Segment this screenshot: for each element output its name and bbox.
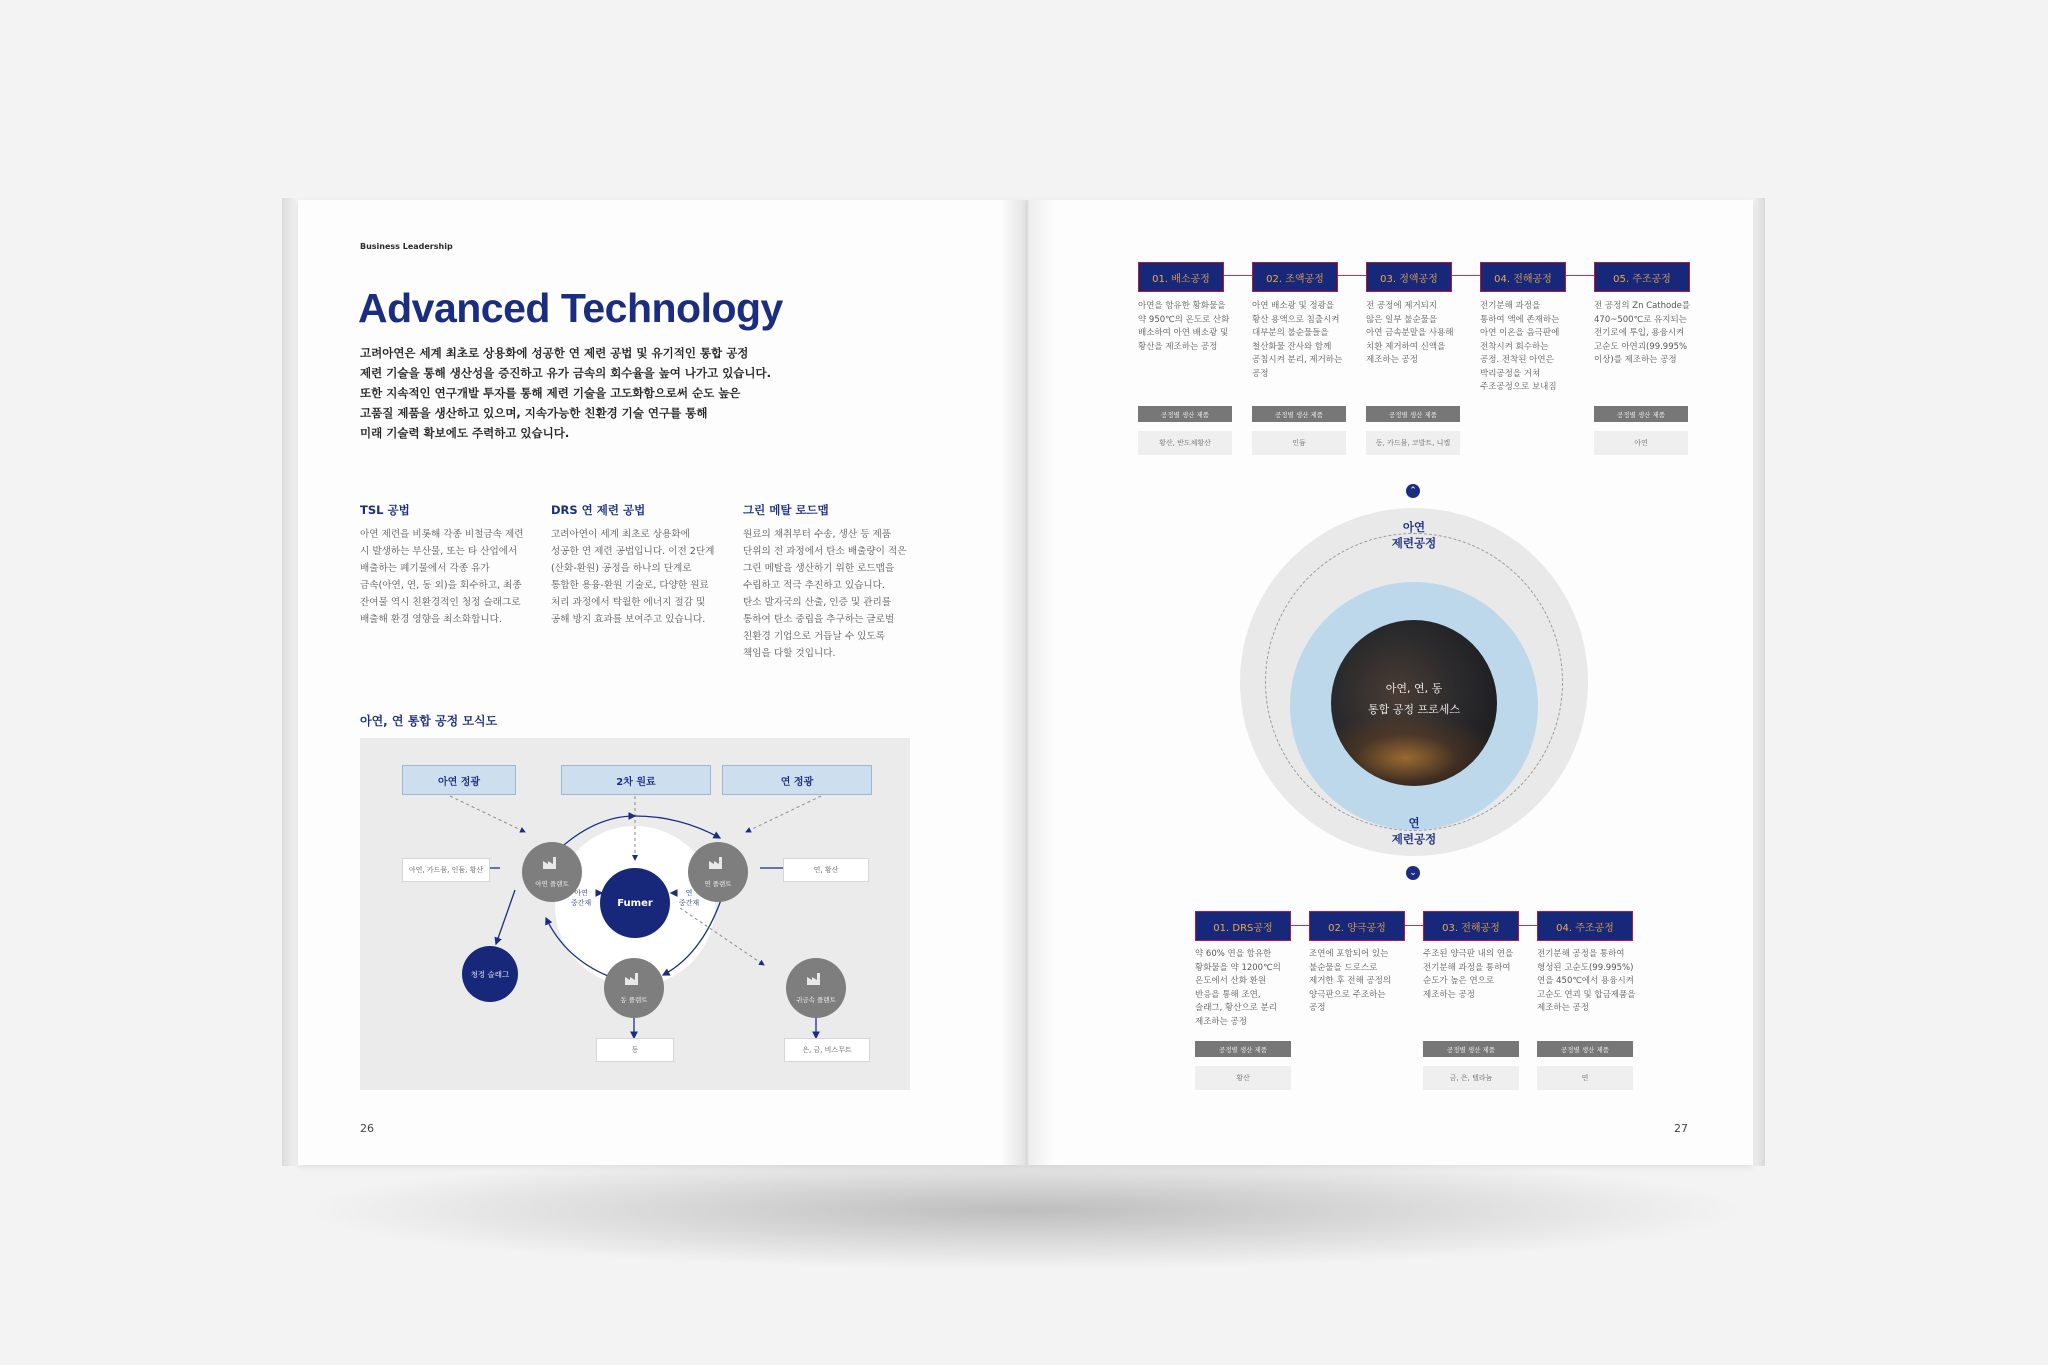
chevron-up-icon: ⌃: [1406, 484, 1420, 498]
text-line: 단위의 전 과정에서 탄소 배출량이 적은: [743, 546, 907, 557]
lead-step-desc: [1423, 948, 1513, 1002]
fumer-node: Fumer: [600, 868, 670, 938]
factory-icon: [707, 854, 729, 870]
chevron-down-icon: ⌄: [1406, 866, 1420, 880]
lead-step-drs: 01. DRS공정: [1195, 911, 1291, 941]
text-line: 원료의 채취부터 수송, 생산 등 제품: [743, 529, 892, 540]
product-box: 아연: [1594, 431, 1688, 455]
text-line: 제조하는 공정: [1195, 1016, 1247, 1027]
text-line: 박리공정을 거쳐: [1480, 368, 1541, 379]
intro-paragraph: [360, 343, 800, 443]
product-tag: 공정별 생산 제품: [1138, 406, 1232, 422]
lead-step-casting: 04. 주조공정: [1537, 911, 1633, 941]
product-tag: 공정별 생산 제품: [1366, 406, 1460, 422]
zinc-step-desc: [1252, 300, 1342, 381]
zinc-step-desc: [1594, 300, 1690, 368]
text-line: 공침시켜 분리, 제거하는: [1252, 355, 1343, 365]
intro-line: 또한 지속적인 연구개발 투자를 통해 제련 기술을 고도화함으로써 순도 높은: [360, 386, 741, 400]
circle-center-label: 아연, 연, 동 통합 공정 프로세스: [1367, 682, 1460, 716]
text-line: 공정. 전착된 아연은: [1480, 355, 1554, 365]
text-line: 시 발생하는 부산물, 또는 타 산업에서: [360, 546, 518, 557]
text-line: 아연 금속분말을 사용해: [1366, 328, 1454, 338]
lead-step-electrolysis: 03. 전해공정: [1423, 911, 1519, 941]
zinc-step-roasting: 01. 배소공정: [1138, 262, 1224, 292]
plant-label: 귀금속 플랜트: [796, 996, 836, 1004]
factory-icon: [541, 854, 563, 870]
zinc-step-casting: 05. 주조공정: [1594, 262, 1690, 292]
text-line: 전 공정에 제거되지: [1366, 301, 1438, 311]
process-photo: [1331, 620, 1497, 786]
text-line: 아연을 함유한 황화물을: [1138, 301, 1226, 311]
text-line: 치환 제거하여 신액을: [1366, 341, 1446, 352]
zinc-intermediate-label: 아연 중간재: [570, 889, 592, 907]
text-line: 황화물을 약 1200℃의: [1195, 962, 1281, 973]
output-zinc-products: 아연, 카드뮴, 인듐, 황산: [402, 858, 490, 882]
text-line: 공해 방지 효과를 보여주고 있습니다.: [551, 614, 706, 625]
text-line: 배소하여 아연 배소광 및: [1138, 328, 1229, 338]
product-tag: 공정별 생산 제품: [1594, 406, 1688, 422]
column-drs: [551, 502, 723, 628]
column-green-metal: [743, 502, 915, 662]
product-box: 인듐: [1252, 431, 1346, 455]
lead-step-desc: [1195, 948, 1281, 1029]
text-line: 통하여 탄소 중립을 추구하는 글로벌: [743, 614, 895, 625]
text-line: 제조하는 공정: [1366, 355, 1418, 365]
text-line: 전기분해 공정을 통하여: [1537, 949, 1625, 959]
intro-line: 고려아연은 세계 최초로 상용화에 성공한 연 제련 공법 및 유기적인 통합 공정: [360, 346, 749, 360]
text-line: 배출해 환경 영향을 최소화합니다.: [360, 614, 502, 625]
text-line: 불순물을 드로스로: [1309, 962, 1378, 973]
text-line: 친환경 기업으로 거듭날 수 있도록: [743, 631, 885, 642]
text-line: 전 공정의 Zn Cathode를: [1594, 301, 1691, 311]
text-line: 전착시켜 회수하는: [1480, 341, 1549, 352]
lead-intermediate-label: 연 중간재: [678, 889, 700, 907]
text-line: 처리 과정에서 탁월한 에너지 절감 및: [551, 597, 706, 608]
process-diagram: [360, 738, 910, 1090]
column-text: [743, 526, 915, 662]
text-line: 통하여 액에 존재하는: [1480, 314, 1560, 325]
product-box: 황산, 반도체황산: [1138, 431, 1232, 455]
plant-label: 아연 플랜트: [535, 880, 569, 888]
text-line: 전기분해 과정을: [1480, 301, 1541, 311]
column-heading: DRS 연 제련 공법: [551, 503, 646, 517]
sparks-glow: [1331, 716, 1497, 786]
running-head: Business Leadership: [360, 242, 453, 251]
text-line: 조연에 포함되어 있는: [1309, 949, 1389, 959]
zinc-step-purification: 03. 정액공정: [1366, 262, 1452, 292]
input-lead-concentrate: 연 정광: [722, 765, 872, 795]
text-line: 주조공정으로 보내짐: [1480, 382, 1557, 392]
diagram-title: 아연, 연 통합 공정 모식도: [360, 714, 498, 728]
text-line: 약 60% 연을 함유한: [1195, 949, 1272, 959]
output-lead-products: 연, 황산: [783, 858, 869, 882]
text-line: 슬래그, 황산으로 분리: [1195, 1003, 1278, 1013]
text-line: 책임을 다할 것입니다.: [743, 648, 836, 659]
text-line: 아연 배소광 및 정광을: [1252, 301, 1335, 311]
text-line: 연을 450℃에서 용융시켜: [1537, 976, 1634, 986]
text-line: 온도에서 산화 환원: [1195, 976, 1267, 986]
product-tag: 공정별 생산 제품: [1252, 406, 1346, 422]
text-line: 고순도 아연괴(99.995%: [1594, 341, 1688, 352]
clean-slag-node: 청정 슬래그: [462, 946, 518, 1002]
text-line: 전기분해 과정을 통하여: [1423, 962, 1511, 973]
book-gutter: [1000, 200, 1054, 1165]
column-heading: 그린 메탈 로드맵: [743, 503, 829, 517]
text-line: 470~500℃로 유지되는: [1594, 314, 1687, 325]
lead-step-anode: 02. 양극공정: [1309, 911, 1405, 941]
text-line: 않은 일부 불순물을: [1366, 314, 1438, 325]
text-line: 제조하는 공정: [1423, 989, 1475, 1000]
plant-label: 동 플랜트: [620, 996, 648, 1004]
book-shadow: [300, 1150, 1750, 1270]
text-line: 철산화물 잔사와 함께: [1252, 341, 1332, 352]
plant-label: 연 플랜트: [704, 880, 732, 888]
text-line: 제거한 후 전해 공정의: [1309, 976, 1392, 986]
product-box: 황산: [1195, 1066, 1291, 1090]
text-line: 아연 이온을 음극판에: [1480, 328, 1560, 338]
lead-step-desc: [1309, 948, 1391, 1016]
text-line: 금속(아연, 연, 동 외)을 회수하고, 최종: [360, 580, 522, 591]
lead-smelting-label: 연 제련공정: [1391, 816, 1437, 846]
column-heading: TSL 공법: [360, 503, 410, 517]
text-line: 형성된 고순도(99.995%): [1537, 962, 1634, 973]
zinc-step-desc: [1366, 300, 1454, 368]
factory-icon: [805, 970, 827, 986]
text-line: 반응을 통해 조연,: [1195, 989, 1261, 1000]
intro-line: 미래 기술력 확보에도 주력하고 있습니다.: [360, 426, 570, 440]
text-line: 양극판으로 주조하는: [1309, 989, 1386, 1000]
text-line: 잔여물 역시 친환경적인 청정 슬래그로: [360, 597, 521, 608]
text-line: 이상)를 제조하는 공정: [1594, 355, 1677, 365]
product-box: 금, 은, 텔라늄: [1423, 1066, 1519, 1090]
text-line: 주조된 양극판 내의 연을: [1423, 949, 1514, 959]
page-number-right: 27: [1674, 1122, 1688, 1135]
text-line: 공정: [1252, 368, 1269, 379]
text-line: 공정: [1309, 1003, 1326, 1013]
text-line: 아연 제련을 비롯해 각종 비철금속 제련: [360, 529, 524, 540]
input-zinc-concentrate: 아연 정광: [402, 765, 516, 795]
intro-line: 고품질 제품을 생산하고 있으며, 지속가능한 친환경 기술 연구를 통해: [360, 406, 708, 420]
output-copper: 동: [596, 1038, 674, 1062]
product-box: 동, 카드뮴, 코발트, 니켈: [1366, 431, 1460, 455]
product-tag: 공정별 생산 제품: [1195, 1041, 1291, 1057]
text-line: 황산 용액으로 침출시켜: [1252, 314, 1340, 325]
text-line: 전기로에 투입, 용융시켜: [1594, 328, 1685, 338]
text-line: 대부분의 불순물들을: [1252, 328, 1329, 338]
output-precious-metals: 은, 금, 비스무트: [784, 1038, 870, 1062]
intro-line: 제련 기술을 통해 생산성을 증진하고 유가 금속의 회수율을 높여 나가고 있습니다.: [360, 366, 771, 380]
text-line: 약 950℃의 온도로 산화: [1138, 314, 1230, 325]
page-title: Advanced Technology: [358, 285, 783, 331]
column-text: [551, 526, 723, 628]
zinc-step-desc: [1138, 300, 1229, 354]
text-line: 통합한 용융-환원 기술로, 다양한 원료: [551, 580, 709, 591]
factory-icon: [623, 970, 645, 986]
product-tag: 공정별 생산 제품: [1537, 1041, 1633, 1057]
text-line: 황산을 제조하는 공정: [1138, 341, 1218, 352]
right-page-edge: [1751, 198, 1765, 1166]
text-line: 고려아연이 세계 최초로 상용화에: [551, 529, 690, 540]
zinc-smelting-label: 아연 제련공정: [1391, 520, 1437, 550]
zinc-step-leaching: 02. 조액공정: [1252, 262, 1338, 292]
text-line: 배출하는 폐기물에서 각종 유가: [360, 563, 490, 574]
text-line: 탄소 발자국의 산출, 인증 및 관리를: [743, 597, 892, 608]
column-tsl: [360, 502, 532, 628]
zinc-step-desc: [1480, 300, 1559, 395]
page-number-left: 26: [360, 1122, 374, 1135]
product-box: 연: [1537, 1066, 1633, 1090]
text-line: 성공한 연 제련 공법입니다. 이전 2단계: [551, 546, 715, 557]
text-line: 그린 메탈을 생산하기 위한 로드맵을: [743, 563, 895, 574]
text-line: 고순도 연괴 및 합금제품을: [1537, 989, 1636, 1000]
product-tag: 공정별 생산 제품: [1423, 1041, 1519, 1057]
column-text: [360, 526, 532, 628]
text-line: 수립하고 적극 추진하고 있습니다.: [743, 580, 885, 591]
copper-plant: [604, 958, 664, 1018]
input-secondary-material: 2차 원료: [561, 765, 711, 795]
precious-metal-plant: [786, 958, 846, 1018]
zinc-step-electrolysis: 04. 전해공정: [1480, 262, 1566, 292]
text-line: 제조하는 공정: [1537, 1003, 1589, 1013]
text-line: (산화-환원) 공정을 하나의 단계로: [551, 563, 692, 574]
text-line: 순도가 높은 연으로: [1423, 976, 1495, 986]
lead-step-desc: [1537, 948, 1635, 1016]
